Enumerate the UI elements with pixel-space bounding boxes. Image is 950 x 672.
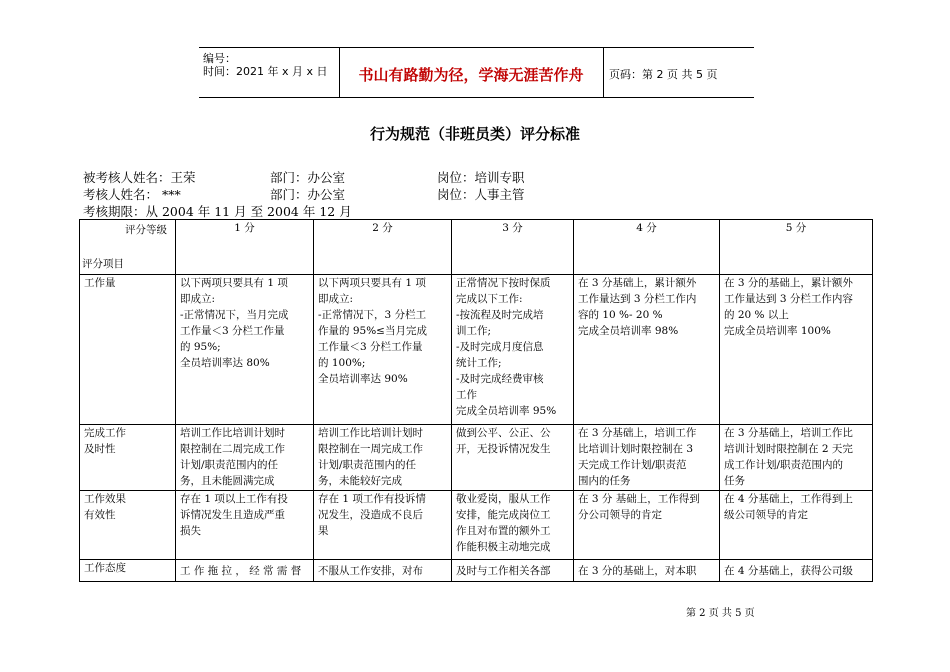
row-item-line: 工作效果: [84, 493, 126, 505]
criteria-line: 做到公平、公正、公: [456, 427, 551, 439]
criteria-line: 作且对布置的额外工: [456, 525, 551, 537]
header-page-label: 页码：第 2 页 共 5 页: [609, 68, 718, 81]
page-footer: 第 2 页 共 5 页: [686, 608, 755, 619]
criteria-line: 以下两项只要具有 1 项: [180, 277, 288, 289]
scoring-table: [79, 219, 873, 582]
criteria-line: 以下两项只要具有 1 项: [318, 277, 426, 289]
criteria-line: 统计工作;: [456, 357, 502, 369]
header-left-cell: [203, 52, 328, 78]
criteria-line: 完成全员培训率 95%: [456, 405, 557, 417]
level-header: 2 分: [314, 220, 452, 275]
criteria-line: 容的 10 %- 20 %: [578, 309, 663, 321]
examinee-name: 被考核人姓名：王荣: [83, 170, 196, 185]
criteria-line: -正常情况下，3 分栏工: [318, 309, 427, 321]
criteria-cell: [176, 560, 314, 582]
criteria-line: 在 4 分基础上，获得公司级: [724, 564, 853, 577]
criteria-line: 在 3 分 基础上，工作得到: [578, 493, 700, 505]
criteria-line: 成工作计划/职责范围内的: [724, 459, 844, 471]
criteria-line: 培训工作比培训计划时: [318, 427, 423, 439]
criteria-line: 分公司领导的肯定: [578, 509, 662, 521]
criteria-line: 培训工作比培训计划时: [180, 427, 285, 439]
examiner-dept: 部门：办公室: [270, 187, 346, 202]
criteria-line: 比培训计划时限控制在 3: [578, 443, 694, 455]
criteria-line: 全员培训率达 90%: [318, 373, 408, 385]
criteria-line: 围内的任务: [578, 475, 631, 487]
header-divider: [603, 48, 604, 97]
header-motto: 书山有路勤为径，学海无涯苦作舟: [358, 66, 584, 84]
criteria-cell: [176, 275, 314, 425]
level-header: 4 分: [574, 220, 720, 275]
table-row: [80, 275, 873, 425]
criteria-line: 计划/职责范围内的任: [318, 459, 417, 471]
table-row: [80, 560, 873, 582]
row-item-line: 有效性: [84, 509, 116, 521]
criteria-line: 作能积极主动地完成: [456, 541, 551, 553]
criteria-line: 开，无投诉情况发生: [456, 443, 551, 455]
criteria-cell: [574, 425, 720, 491]
criteria-line: 工作量达到 3 分栏工作内: [578, 293, 697, 305]
criteria-line: 的 95%;: [180, 341, 221, 353]
criteria-line: 在 4 分基础上，工作得到上: [724, 493, 853, 505]
criteria-cell: [314, 491, 452, 560]
criteria-line: 限控制在二周完成工作: [180, 443, 285, 455]
criteria-line: 即成立:: [180, 293, 216, 305]
criteria-line: 况发生，没造成不良后: [318, 509, 423, 521]
table-row: [80, 425, 873, 491]
row-item-line: 工作态度: [84, 562, 126, 574]
criteria-line: 在 3 分基础上，培训工作比: [724, 427, 853, 439]
examinee-dept: 部门：办公室: [270, 170, 346, 185]
criteria-line: -正常情况下，当月完成: [180, 309, 289, 321]
criteria-line: 正常情况下按时保质: [456, 277, 551, 289]
criteria-line: 损失: [180, 525, 201, 537]
criteria-line: -按流程及时完成培: [456, 309, 544, 321]
criteria-line: -及时完成经费审核: [456, 373, 544, 385]
criteria-cell: [314, 425, 452, 491]
criteria-line: 培训计划时限控制在 2 天完: [724, 443, 853, 455]
header-number-label: 编号：: [203, 52, 236, 65]
level-header: 3 分: [452, 220, 574, 275]
criteria-line: 完成全员培训率 100%: [724, 325, 831, 337]
row-item-label: [80, 425, 176, 491]
criteria-line: 计划/职责范围内的任: [180, 459, 279, 471]
criteria-line: -及时完成月度信息: [456, 341, 544, 353]
criteria-cell: [452, 425, 574, 491]
criteria-cell: [574, 275, 720, 425]
criteria-line: 果: [318, 525, 329, 537]
criteria-line: 工作量＜3 分栏工作量: [318, 341, 423, 353]
criteria-cell: [314, 560, 452, 582]
criteria-line: 完成全员培训率 98%: [578, 325, 679, 337]
criteria-line: 限控制在一周完成工作: [318, 443, 423, 455]
corner-level-label: 评分等级: [125, 224, 167, 236]
row-item-line: 工作量: [84, 277, 116, 289]
criteria-line: 即成立:: [318, 293, 354, 305]
criteria-line: 工作量达到 3 分栏工作内容: [724, 293, 853, 305]
criteria-line: 在 3 分基础上，培训工作: [578, 427, 697, 439]
criteria-cell: [720, 491, 873, 560]
criteria-line: 天完成工作计划/职责范: [578, 459, 687, 471]
corner-item-label: 评分项目: [82, 258, 124, 270]
criteria-cell: [176, 425, 314, 491]
criteria-line: 任务: [724, 475, 745, 487]
examinee-post: 岗位：培训专职: [437, 170, 525, 185]
level-header: 1 分: [176, 220, 314, 275]
row-item-label: [80, 491, 176, 560]
criteria-cell: [574, 491, 720, 560]
row-item-line: 及时性: [84, 443, 116, 455]
criteria-cell: [720, 275, 873, 425]
examiner-name: 考核人姓名： ***: [83, 187, 181, 202]
criteria-line: 作量的 95%≤当月完成: [318, 325, 427, 337]
criteria-cell: [452, 491, 574, 560]
criteria-cell: [720, 560, 873, 582]
assessment-period: 考核期限：从 2004 年 11 月 至 2004 年 12 月: [83, 204, 352, 219]
criteria-line: 的 20 % 以上: [724, 309, 789, 321]
row-item-line: 完成工作: [84, 427, 126, 439]
criteria-line: 全员培训率达 80%: [180, 357, 270, 369]
criteria-cell: [574, 560, 720, 582]
criteria-line: 敬业爱岗，服从工作: [456, 493, 551, 505]
row-item-label: [80, 275, 176, 425]
table-header-row: [80, 220, 873, 275]
page-title: 行为规范（非班员类）评分标准: [369, 125, 580, 143]
row-item-label: [80, 560, 176, 582]
criteria-line: 及时与工作相关各部: [456, 564, 551, 577]
criteria-cell: [314, 275, 452, 425]
criteria-line: 务，且未能圆满完成: [180, 475, 275, 487]
criteria-line: 存在 1 项以上工作有投: [180, 493, 288, 505]
criteria-line: 诉情况发生且造成严重: [180, 509, 285, 521]
criteria-line: 在 3 分的基础上，累计额外: [724, 277, 853, 289]
criteria-line: 在 3 分基础上，累计额外: [578, 277, 697, 289]
criteria-cell: [452, 560, 574, 582]
criteria-line: 不服从工作安排，对布: [318, 564, 423, 577]
criteria-line: 在 3 分的基础上，对本职: [578, 564, 697, 577]
criteria-line: 级公司领导的肯定: [724, 509, 808, 521]
criteria-cell: [452, 275, 574, 425]
header-time-label: 时间：2021 年 x 月 x 日: [203, 65, 328, 78]
table-corner-cell: [80, 220, 176, 275]
criteria-line: 存在 1 项工作有投诉情: [318, 493, 426, 505]
criteria-line: 工作: [456, 389, 477, 401]
criteria-line: 安排，能完成岗位工: [456, 509, 551, 521]
criteria-line: 工 作 拖 拉 ， 经 常 需 督: [180, 564, 302, 577]
criteria-line: 的 100%;: [318, 357, 366, 369]
criteria-cell: [720, 425, 873, 491]
criteria-cell: [176, 491, 314, 560]
criteria-line: 训工作;: [456, 325, 492, 337]
criteria-line: 务，未能较好完成: [318, 475, 402, 487]
level-header: 5 分: [720, 220, 873, 275]
table-row: [80, 491, 873, 560]
criteria-line: 完成以下工作:: [456, 293, 523, 305]
examiner-post: 岗位：人事主管: [437, 187, 525, 202]
page-header: [199, 47, 754, 98]
criteria-line: 工作量＜3 分栏工作量: [180, 325, 285, 337]
